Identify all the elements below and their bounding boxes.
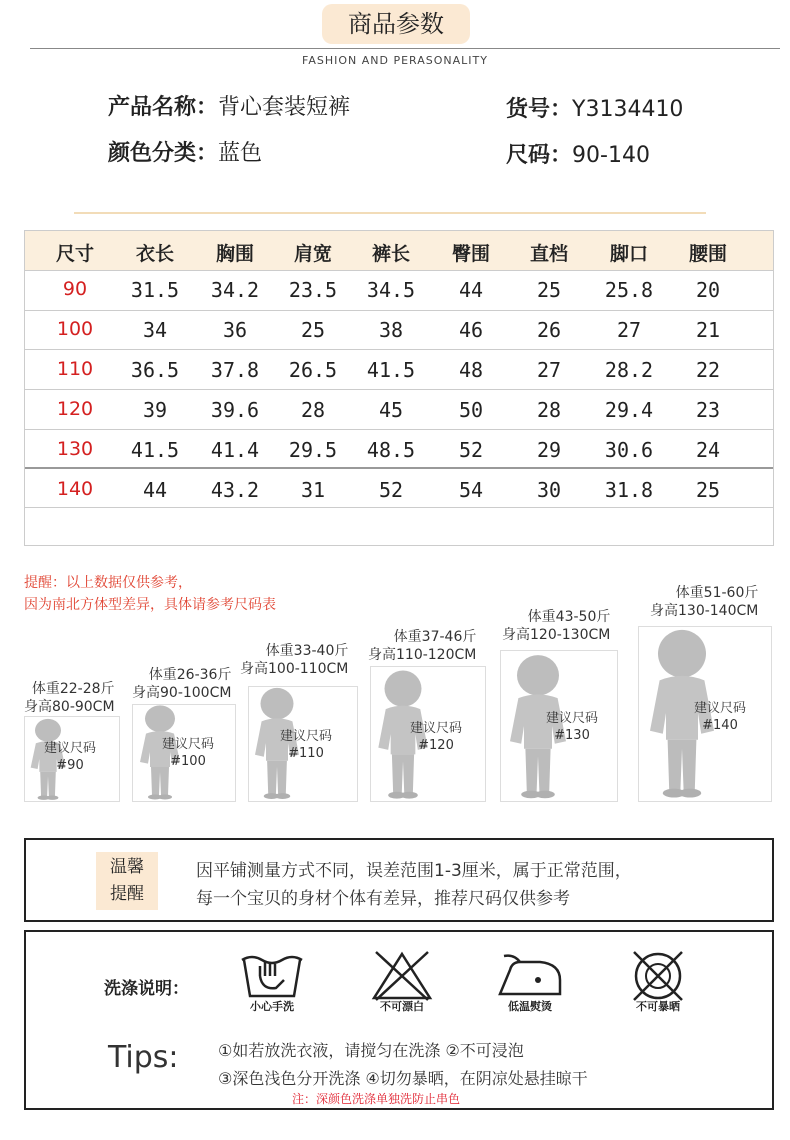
low-iron-icon <box>490 946 570 1004</box>
table-row-divider <box>25 389 773 390</box>
child-weight-range: 体重22-28斤 <box>31 681 115 697</box>
tip-badge <box>96 852 158 910</box>
wash-label-no-bleach: 不可漂白 <box>380 1000 424 1013</box>
table-value-cell: 34.2 <box>210 278 260 302</box>
tips-label: Tips: <box>108 1040 179 1075</box>
table-value-cell: 50 <box>458 398 484 422</box>
product-sku-value: Y3134410 <box>572 97 684 122</box>
table-value-cell: 23.5 <box>288 278 338 302</box>
table-size-cell: 100 <box>56 318 94 340</box>
size-table <box>24 230 774 546</box>
table-value-cell: 28 <box>536 398 562 422</box>
table-row-divider <box>25 310 773 311</box>
table-header-cell: 胸围 <box>215 243 254 265</box>
child-size-range <box>132 666 231 702</box>
table-header-cell: 脚口 <box>609 243 648 265</box>
suggested-size <box>280 728 332 762</box>
reminder-line-2: 因为南北方体型差异，具体请参考尺码表 <box>24 597 276 613</box>
table-value-cell: 39 <box>142 398 168 422</box>
tip-line-1: 因平铺测量方式不同，误差范围1-3厘米，属于正常范围， <box>196 861 632 881</box>
table-value-cell: 44 <box>142 478 168 502</box>
tip-box <box>24 838 774 922</box>
suggested-size-label: 建议尺码 <box>162 737 215 752</box>
child-height-range: 身高90-100CM <box>132 685 232 701</box>
table-row-divider <box>25 270 773 271</box>
suggested-size <box>162 736 214 770</box>
product-color <box>108 136 262 167</box>
suggested-size-value: #130 <box>554 728 590 743</box>
table-value-cell: 31.5 <box>130 278 180 302</box>
page-subtitle: FASHION AND PERASONALITY <box>302 54 488 67</box>
reminder-line-1: 提醒：以上数据仅供参考， <box>24 575 192 591</box>
table-value-cell: 45 <box>378 398 404 422</box>
child-height-range: 身高100-110CM <box>240 661 349 677</box>
product-size-label: 尺码： <box>506 143 573 168</box>
child-weight-range: 体重33-40斤 <box>265 643 349 659</box>
table-value-cell: 25 <box>695 478 721 502</box>
table-value-cell: 48 <box>458 358 484 382</box>
header-divider <box>30 48 780 49</box>
table-value-cell: 30 <box>536 478 562 502</box>
product-name-label: 产品名称： <box>108 95 219 120</box>
wash-title: 洗涤说明： <box>104 979 189 999</box>
suggested-size-label: 建议尺码 <box>410 721 463 736</box>
table-size-cell: 140 <box>56 478 94 500</box>
suggested-size-label: 建议尺码 <box>694 701 747 716</box>
table-header-cell: 肩宽 <box>293 243 332 265</box>
table-value-cell: 22 <box>695 358 721 382</box>
suggested-size <box>694 700 746 734</box>
suggested-size-value: #110 <box>288 746 324 761</box>
table-value-cell: 27 <box>536 358 562 382</box>
suggested-size-value: #120 <box>418 738 454 753</box>
no-bleach-icon <box>362 946 442 1004</box>
table-header-cell: 臀围 <box>451 243 490 265</box>
child-height-range: 身高120-130CM <box>502 627 611 643</box>
product-sku-label: 货号： <box>506 97 573 122</box>
table-value-cell: 41.4 <box>210 438 260 462</box>
table-value-cell: 27 <box>616 318 642 342</box>
tips-line-2: ③深色浅色分开洗涤 ④切勿暴晒，在阴凉处悬挂晾干 <box>218 1069 588 1088</box>
table-value-cell: 25 <box>536 278 562 302</box>
table-size-cell: 120 <box>56 398 94 420</box>
child-weight-range: 体重43-50斤 <box>527 609 611 625</box>
suggested-size-label: 建议尺码 <box>44 741 97 756</box>
suggested-size <box>546 710 598 744</box>
table-value-cell: 26.5 <box>288 358 338 382</box>
table-value-cell: 52 <box>458 438 484 462</box>
child-weight-range: 体重51-60斤 <box>675 585 759 601</box>
wash-box <box>24 930 774 1110</box>
table-value-cell: 43.2 <box>210 478 260 502</box>
table-value-cell: 41.5 <box>130 438 180 462</box>
product-name-value: 背心套装短裤 <box>218 95 351 120</box>
table-header-cell: 腰围 <box>688 243 727 265</box>
table-value-cell: 25 <box>300 318 326 342</box>
table-value-cell: 48.5 <box>366 438 416 462</box>
product-color-value: 蓝色 <box>218 141 263 166</box>
hand-wash-icon <box>232 946 312 1004</box>
product-color-label: 颜色分类： <box>108 141 219 166</box>
table-header-cell: 裤长 <box>371 243 410 265</box>
tips-line-1: ①如若放洗衣液，请搅匀在洗涤 ②不可浸泡 <box>218 1041 524 1060</box>
info-divider <box>74 212 706 214</box>
tip-line-2: 每一个宝贝的身材个体有差异，推荐尺码仅供参考 <box>196 889 570 909</box>
child-size-range <box>240 642 348 678</box>
table-value-cell: 20 <box>695 278 721 302</box>
child-weight-range: 体重26-36斤 <box>148 667 232 683</box>
table-value-cell: 38 <box>378 318 404 342</box>
table-value-cell: 30.6 <box>604 438 654 462</box>
product-size <box>506 138 650 169</box>
suggested-size-label: 建议尺码 <box>280 729 333 744</box>
table-row-divider <box>25 349 773 350</box>
child-height-range: 身高130-140CM <box>650 603 759 619</box>
child-size-range <box>24 680 115 716</box>
child-size-range <box>650 584 758 620</box>
table-value-cell: 21 <box>695 318 721 342</box>
table-row-divider <box>25 467 773 469</box>
tips-note: 注：深颜色洗涤单独洗防止串色 <box>292 1092 461 1106</box>
table-value-cell: 41.5 <box>366 358 416 382</box>
no-sun-dry-icon <box>618 946 698 1004</box>
child-size-range <box>368 628 476 664</box>
table-value-cell: 28.2 <box>604 358 654 382</box>
wash-label-no-sun-dry: 不可暴晒 <box>636 1000 680 1013</box>
table-size-cell: 130 <box>56 438 94 460</box>
table-header-cell: 衣长 <box>135 243 174 265</box>
table-size-cell: 90 <box>62 278 88 300</box>
table-row-divider <box>25 429 773 430</box>
table-value-cell: 26 <box>536 318 562 342</box>
table-value-cell: 29 <box>536 438 562 462</box>
table-header-cell: 尺寸 <box>55 243 94 265</box>
table-value-cell: 29.5 <box>288 438 338 462</box>
table-value-cell: 39.6 <box>210 398 260 422</box>
suggested-size-label: 建议尺码 <box>546 711 599 726</box>
table-value-cell: 29.4 <box>604 398 654 422</box>
suggested-size-value: #90 <box>56 758 84 773</box>
table-size-cell: 110 <box>56 358 94 380</box>
wash-label-low-iron: 低温熨烫 <box>508 1000 552 1013</box>
table-value-cell: 52 <box>378 478 404 502</box>
suggested-size-value: #140 <box>702 718 738 733</box>
table-value-cell: 24 <box>695 438 721 462</box>
table-value-cell: 44 <box>458 278 484 302</box>
child-height-range: 身高110-120CM <box>368 647 477 663</box>
child-size-range <box>502 608 610 644</box>
table-value-cell: 54 <box>458 478 484 502</box>
table-row-divider <box>25 507 773 508</box>
product-size-value: 90-140 <box>572 143 650 168</box>
table-value-cell: 34 <box>142 318 168 342</box>
table-value-cell: 36.5 <box>130 358 180 382</box>
product-name <box>108 90 350 121</box>
table-value-cell: 37.8 <box>210 358 260 382</box>
table-header-cell: 直档 <box>529 243 568 265</box>
tip-badge-line-2: 提醒 <box>110 884 144 904</box>
table-value-cell: 46 <box>458 318 484 342</box>
table-value-cell: 34.5 <box>366 278 416 302</box>
suggested-size <box>410 720 462 754</box>
child-weight-range: 体重37-46斤 <box>393 629 477 645</box>
child-height-range: 身高80-90CM <box>24 699 115 715</box>
table-value-cell: 23 <box>695 398 721 422</box>
suggested-size-value: #100 <box>170 754 206 769</box>
table-value-cell: 31 <box>300 478 326 502</box>
table-value-cell: 36 <box>222 318 248 342</box>
suggested-size <box>44 740 96 774</box>
table-value-cell: 28 <box>300 398 326 422</box>
tip-badge-line-1: 温馨 <box>110 857 144 877</box>
table-value-cell: 31.8 <box>604 478 654 502</box>
page-title: 商品参数 <box>322 4 470 44</box>
table-value-cell: 25.8 <box>604 278 654 302</box>
product-sku <box>506 92 683 123</box>
wash-label-hand-wash: 小心手洗 <box>250 1000 294 1013</box>
